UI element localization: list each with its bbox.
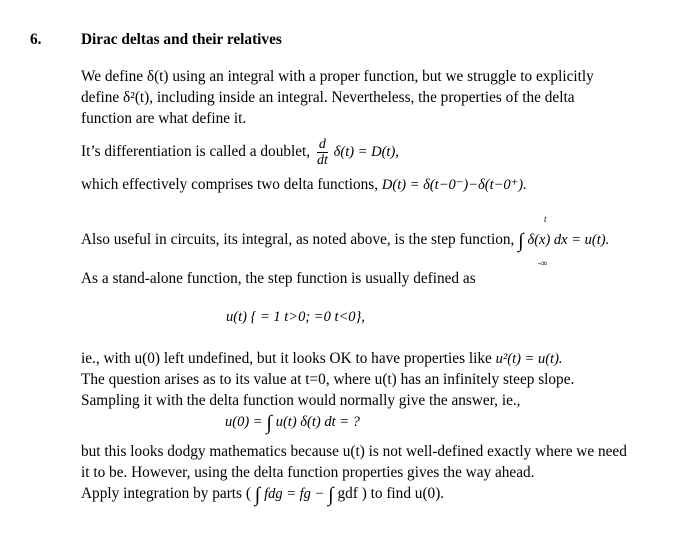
sampling-equation (225, 412, 360, 433)
sampling-left: u(0) = (225, 414, 263, 430)
paragraph-5-line-3 (81, 484, 444, 505)
doublet-line (81, 137, 399, 168)
paragraph-3: As a stand-alone function, the step function is usually defined as (81, 270, 476, 287)
paragraph-4-line-2: The question arises as to its value at t=0, where u(t) has an infinitely steep slope. (81, 371, 575, 388)
paragraph-5-line-1: but this looks dodgy mathematics because u(t) is not well-defined exactly where we need (81, 443, 627, 460)
step-function-text: Also useful in circuits, its integral, as noted above, is the step function, (81, 231, 515, 248)
section-title: Dirac deltas and their relatives (81, 31, 282, 48)
step-definition: u(t) { = 1 t>0; =0 t<0}, (226, 309, 365, 325)
parts-text-a: Apply integration by parts ( (81, 485, 251, 502)
paragraph-1-line-2: define δ²(t), including inside an integral. Nevertheless, the properties of the delta (81, 89, 575, 106)
parts-integral-1: ∫ (254, 484, 261, 506)
paragraph-4-line-1 (81, 349, 563, 369)
derivative-fraction (317, 137, 328, 168)
paragraph-2-expression: D(t) = δ(t−0⁻)−δ(t−0⁺). (381, 177, 527, 193)
sampling-integral-sign: ∫ (266, 412, 272, 434)
paragraph-1-line-1: We define δ(t) using an integral with a proper function, but we struggle to explicitly (81, 68, 594, 85)
integral-lower-limit: -∞ (538, 258, 548, 268)
u-squared-expression: u²(t) = u(t). (495, 351, 563, 367)
step-function-expression: δ(x) dx = u(t). (527, 232, 610, 248)
section-number: 6. (30, 31, 42, 48)
paragraph-2 (81, 175, 527, 195)
integral-sign: ∫ (518, 230, 524, 252)
doublet-text: It’s differentiation is called a doublet, (81, 143, 311, 161)
paragraph-5-line-2: it to be. However, using the delta function properties gives the way ahead. (81, 464, 535, 481)
sampling-right: u(t) δ(t) dt = ? (275, 414, 360, 430)
paragraph-2-text: which effectively comprises two delta functions, (81, 176, 379, 193)
parts-text-b: fdg = fg − (264, 486, 325, 502)
derivative-denominator: dt (316, 153, 328, 168)
paragraph-4-line-1-text: ie., with u(0) left undefined, but it looks OK to have properties like (81, 350, 492, 367)
derivative-numerator: d (318, 137, 326, 152)
paragraph-1-line-3: function are what define it. (81, 110, 247, 127)
paragraph-4-line-3: Sampling it with the delta function would normally give the answer, ie., (81, 392, 521, 409)
doublet-expression: δ(t) = D(t), (333, 144, 399, 161)
parts-text-c: gdf ) to find u(0). (337, 485, 445, 502)
parts-integral-2: ∫ (328, 484, 334, 506)
integral-upper-limit: t (544, 214, 547, 224)
step-function-line (81, 230, 609, 251)
